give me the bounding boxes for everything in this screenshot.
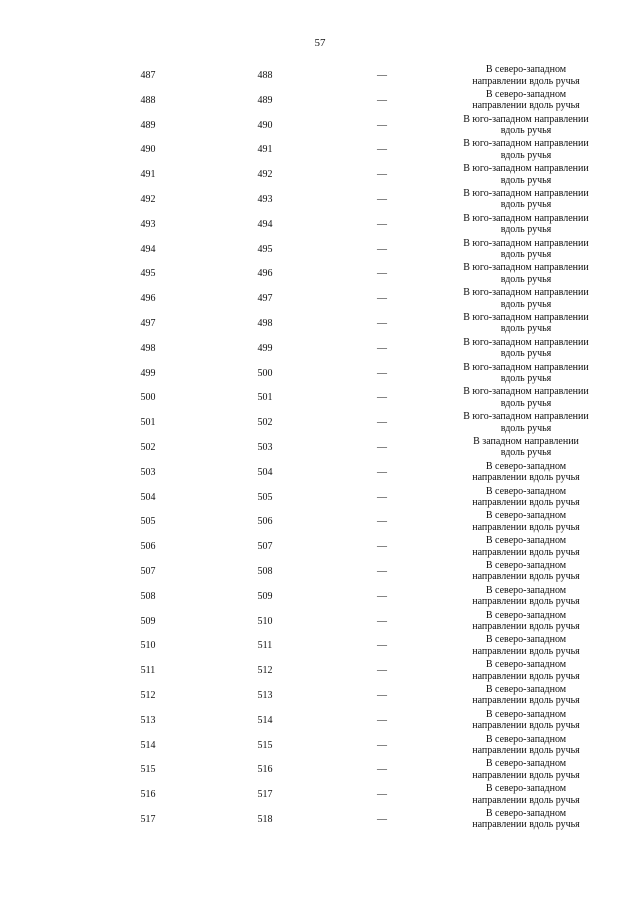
point-to: 492 [257, 169, 273, 181]
distance-dash: — [377, 367, 387, 379]
point-to: 498 [257, 317, 273, 329]
direction-line-2: вдоль ручья [500, 174, 552, 186]
direction-line-2: направлении вдоль ручья [472, 819, 580, 831]
direction-line-1: В северо-западном [485, 659, 567, 671]
point-from: 495 [140, 268, 156, 280]
distance-dash: — [377, 813, 387, 825]
direction-description [446, 362, 606, 385]
direction-line-1: В юго-западном направлении [463, 336, 589, 348]
point-to: 513 [257, 689, 273, 701]
distance-dash: — [377, 94, 387, 106]
direction-line-1: В юго-западном направлении [463, 262, 589, 274]
point-to: 499 [257, 342, 273, 354]
point-from: 492 [140, 193, 156, 205]
point-to: 507 [257, 541, 273, 553]
point-from: 503 [140, 466, 156, 478]
point-from: 513 [140, 714, 156, 726]
point-to: 495 [257, 243, 273, 255]
point-to: 496 [257, 268, 273, 280]
direction-line-1: В северо-западном [485, 634, 567, 646]
distance-dash: — [377, 70, 387, 81]
direction-description [446, 560, 606, 583]
direction-description [446, 138, 606, 161]
point-from: 499 [140, 367, 156, 379]
direction-line-1: В юго-западном направлении [463, 113, 589, 125]
distance-dash: — [377, 441, 387, 453]
distance-dash: — [377, 243, 387, 255]
point-from: 512 [140, 689, 156, 701]
distance-dash: — [377, 541, 387, 553]
distance-dash: — [377, 144, 387, 156]
distance-dash: — [377, 665, 387, 677]
table-row [0, 114, 640, 139]
distance-dash: — [377, 342, 387, 354]
direction-description [446, 411, 606, 434]
table-row [0, 287, 640, 312]
direction-line-2: направлении вдоль ручья [472, 75, 580, 87]
point-from: 498 [140, 342, 156, 354]
direction-description [446, 238, 606, 261]
direction-line-1: В северо-западном [485, 683, 567, 695]
distance-dash: — [377, 714, 387, 726]
point-from: 506 [140, 541, 156, 553]
point-to: 508 [257, 565, 273, 577]
point-from: 496 [140, 293, 156, 305]
direction-description [446, 734, 606, 757]
point-from: 491 [140, 169, 156, 181]
direction-line-2: вдоль ручья [500, 422, 552, 434]
distance-dash: — [377, 317, 387, 329]
table-row [0, 362, 640, 387]
table-row [0, 684, 640, 709]
direction-line-1: В юго-западном направлении [463, 212, 589, 224]
direction-line-2: вдоль ручья [500, 149, 552, 161]
direction-line-1: В северо-западном [485, 807, 567, 819]
distance-dash: — [377, 119, 387, 131]
direction-line-2: вдоль ручья [500, 447, 552, 459]
direction-line-2: вдоль ручья [500, 397, 552, 409]
point-from: 515 [140, 764, 156, 776]
direction-line-1: В юго-западном направлении [463, 361, 589, 373]
table-row [0, 411, 640, 436]
table-row [0, 163, 640, 188]
table-row [0, 585, 640, 610]
table-row [0, 386, 640, 411]
table-row [0, 560, 640, 585]
table-row [0, 610, 640, 635]
point-to: 504 [257, 466, 273, 478]
direction-line-2: направлении вдоль ручья [472, 645, 580, 657]
distance-dash: — [377, 689, 387, 701]
distance-dash: — [377, 491, 387, 503]
direction-line-1: В северо-западном [485, 485, 567, 497]
direction-line-1: В юго-западном направлении [463, 163, 589, 175]
direction-line-2: направлении вдоль ручья [472, 621, 580, 633]
page-number: 57 [314, 37, 326, 49]
direction-line-2: вдоль ручья [500, 373, 552, 385]
point-to: 511 [257, 640, 273, 652]
distance-dash: — [377, 268, 387, 280]
table-row [0, 461, 640, 486]
direction-description [446, 163, 606, 186]
direction-line-1: В юго-западном направлении [463, 138, 589, 150]
table-row [0, 783, 640, 808]
direction-line-1: В юго-западном направлении [463, 411, 589, 423]
distance-dash: — [377, 789, 387, 801]
direction-description [446, 808, 606, 831]
direction-description [446, 510, 606, 533]
direction-line-1: В северо-западном [485, 559, 567, 571]
direction-description [446, 610, 606, 633]
direction-description [446, 436, 606, 459]
direction-description [446, 709, 606, 732]
point-from: 505 [140, 516, 156, 528]
point-to: 503 [257, 441, 273, 453]
direction-line-2: вдоль ручья [500, 298, 552, 310]
direction-line-1: В юго-западном направлении [463, 287, 589, 299]
table-row [0, 238, 640, 263]
point-to: 506 [257, 516, 273, 528]
distance-dash: — [377, 193, 387, 205]
direction-line-2: вдоль ручья [500, 224, 552, 236]
distance-dash: — [377, 565, 387, 577]
direction-description [446, 262, 606, 285]
point-from: 516 [140, 789, 156, 801]
point-to: 514 [257, 714, 273, 726]
direction-line-1: В северо-западном [485, 609, 567, 621]
distance-dash: — [377, 590, 387, 602]
table-row [0, 535, 640, 560]
direction-description [446, 188, 606, 211]
direction-line-2: направлении вдоль ручья [472, 472, 580, 484]
point-to: 488 [257, 70, 273, 81]
point-to: 517 [257, 789, 273, 801]
point-to: 494 [257, 218, 273, 230]
direction-line-2: направлении вдоль ручья [472, 521, 580, 533]
direction-line-1: В западном направлении [473, 435, 579, 447]
point-from: 504 [140, 491, 156, 503]
direction-line-1: В северо-западном [485, 535, 567, 547]
table-row [0, 64, 640, 89]
direction-line-1: В юго-западном направлении [463, 386, 589, 398]
direction-line-1: В северо-западном [485, 733, 567, 745]
distance-dash: — [377, 640, 387, 652]
direction-line-1: В северо-западном [485, 64, 567, 75]
table-row [0, 188, 640, 213]
point-to: 491 [257, 144, 273, 156]
direction-line-2: направлении вдоль ручья [472, 769, 580, 781]
direction-description [446, 634, 606, 657]
table-row [0, 89, 640, 114]
direction-line-1: В северо-западном [485, 510, 567, 522]
point-from: 509 [140, 615, 156, 627]
point-from: 493 [140, 218, 156, 230]
direction-description [446, 486, 606, 509]
distance-dash: — [377, 169, 387, 181]
table-row [0, 436, 640, 461]
direction-line-1: В северо-западном [485, 758, 567, 770]
point-from: 508 [140, 590, 156, 602]
point-from: 488 [140, 94, 156, 106]
direction-line-2: направлении вдоль ручья [472, 546, 580, 558]
point-from: 487 [140, 70, 156, 81]
direction-line-1: В юго-западном направлении [463, 311, 589, 323]
distance-dash: — [377, 764, 387, 776]
distance-dash: — [377, 392, 387, 404]
direction-line-2: направлении вдоль ручья [472, 745, 580, 757]
point-to: 505 [257, 491, 273, 503]
point-from: 510 [140, 640, 156, 652]
distance-dash: — [377, 739, 387, 751]
direction-line-2: вдоль ручья [500, 199, 552, 211]
point-to: 509 [257, 590, 273, 602]
point-to: 515 [257, 739, 273, 751]
table-row [0, 709, 640, 734]
point-from: 489 [140, 119, 156, 131]
direction-line-1: В юго-западном направлении [463, 187, 589, 199]
table-row [0, 213, 640, 238]
direction-line-1: В юго-западном направлении [463, 237, 589, 249]
point-to: 510 [257, 615, 273, 627]
direction-description [446, 684, 606, 707]
direction-description [446, 659, 606, 682]
direction-line-2: направлении вдоль ручья [472, 720, 580, 732]
direction-line-2: направлении вдоль ручья [472, 571, 580, 583]
direction-description [446, 312, 606, 335]
direction-line-1: В северо-западном [485, 460, 567, 472]
point-to: 493 [257, 193, 273, 205]
direction-description [446, 386, 606, 409]
point-from: 511 [140, 665, 156, 677]
table-row [0, 659, 640, 684]
direction-description [446, 89, 606, 112]
direction-line-2: вдоль ручья [500, 348, 552, 360]
table-row [0, 634, 640, 659]
direction-line-1: В северо-западном [485, 584, 567, 596]
point-to: 489 [257, 94, 273, 106]
distance-dash: — [377, 218, 387, 230]
direction-description [446, 213, 606, 236]
direction-line-2: направлении вдоль ручья [472, 794, 580, 806]
direction-line-2: направлении вдоль ручья [472, 100, 580, 112]
point-to: 516 [257, 764, 273, 776]
point-to: 502 [257, 417, 273, 429]
point-to: 501 [257, 392, 273, 404]
direction-line-2: вдоль ручья [500, 323, 552, 335]
direction-description [446, 461, 606, 484]
direction-line-1: В северо-западном [485, 88, 567, 100]
table-row [0, 486, 640, 511]
point-from: 517 [140, 813, 156, 825]
direction-description [446, 64, 606, 87]
point-from: 501 [140, 417, 156, 429]
point-from: 497 [140, 317, 156, 329]
point-to: 500 [257, 367, 273, 379]
direction-description [446, 783, 606, 806]
point-to: 518 [257, 813, 273, 825]
point-from: 507 [140, 565, 156, 577]
direction-line-2: направлении вдоль ручья [472, 670, 580, 682]
distance-dash: — [377, 466, 387, 478]
table-row [0, 758, 640, 783]
point-from: 494 [140, 243, 156, 255]
table-row [0, 510, 640, 535]
distance-dash: — [377, 615, 387, 627]
direction-description [446, 337, 606, 360]
direction-line-2: направлении вдоль ручья [472, 497, 580, 509]
table-row [0, 808, 640, 833]
direction-description [446, 585, 606, 608]
point-from: 500 [140, 392, 156, 404]
point-to: 512 [257, 665, 273, 677]
direction-line-1: В северо-западном [485, 708, 567, 720]
point-from: 514 [140, 739, 156, 751]
direction-description [446, 535, 606, 558]
table-row [0, 734, 640, 759]
table-row [0, 312, 640, 337]
direction-description [446, 758, 606, 781]
direction-description [446, 114, 606, 137]
direction-line-2: вдоль ручья [500, 125, 552, 137]
point-to: 490 [257, 119, 273, 131]
table-row [0, 138, 640, 163]
direction-line-2: вдоль ручья [500, 273, 552, 285]
direction-line-2: направлении вдоль ручья [472, 695, 580, 707]
point-from: 502 [140, 441, 156, 453]
table-row [0, 337, 640, 362]
distance-dash: — [377, 516, 387, 528]
table-row [0, 262, 640, 287]
distance-dash: — [377, 417, 387, 429]
direction-line-2: вдоль ручья [500, 249, 552, 261]
distance-dash: — [377, 293, 387, 305]
boundary-table [0, 64, 640, 833]
point-from: 490 [140, 144, 156, 156]
direction-line-2: направлении вдоль ручья [472, 596, 580, 608]
direction-line-1: В северо-западном [485, 783, 567, 795]
point-to: 497 [257, 293, 273, 305]
direction-description [446, 287, 606, 310]
